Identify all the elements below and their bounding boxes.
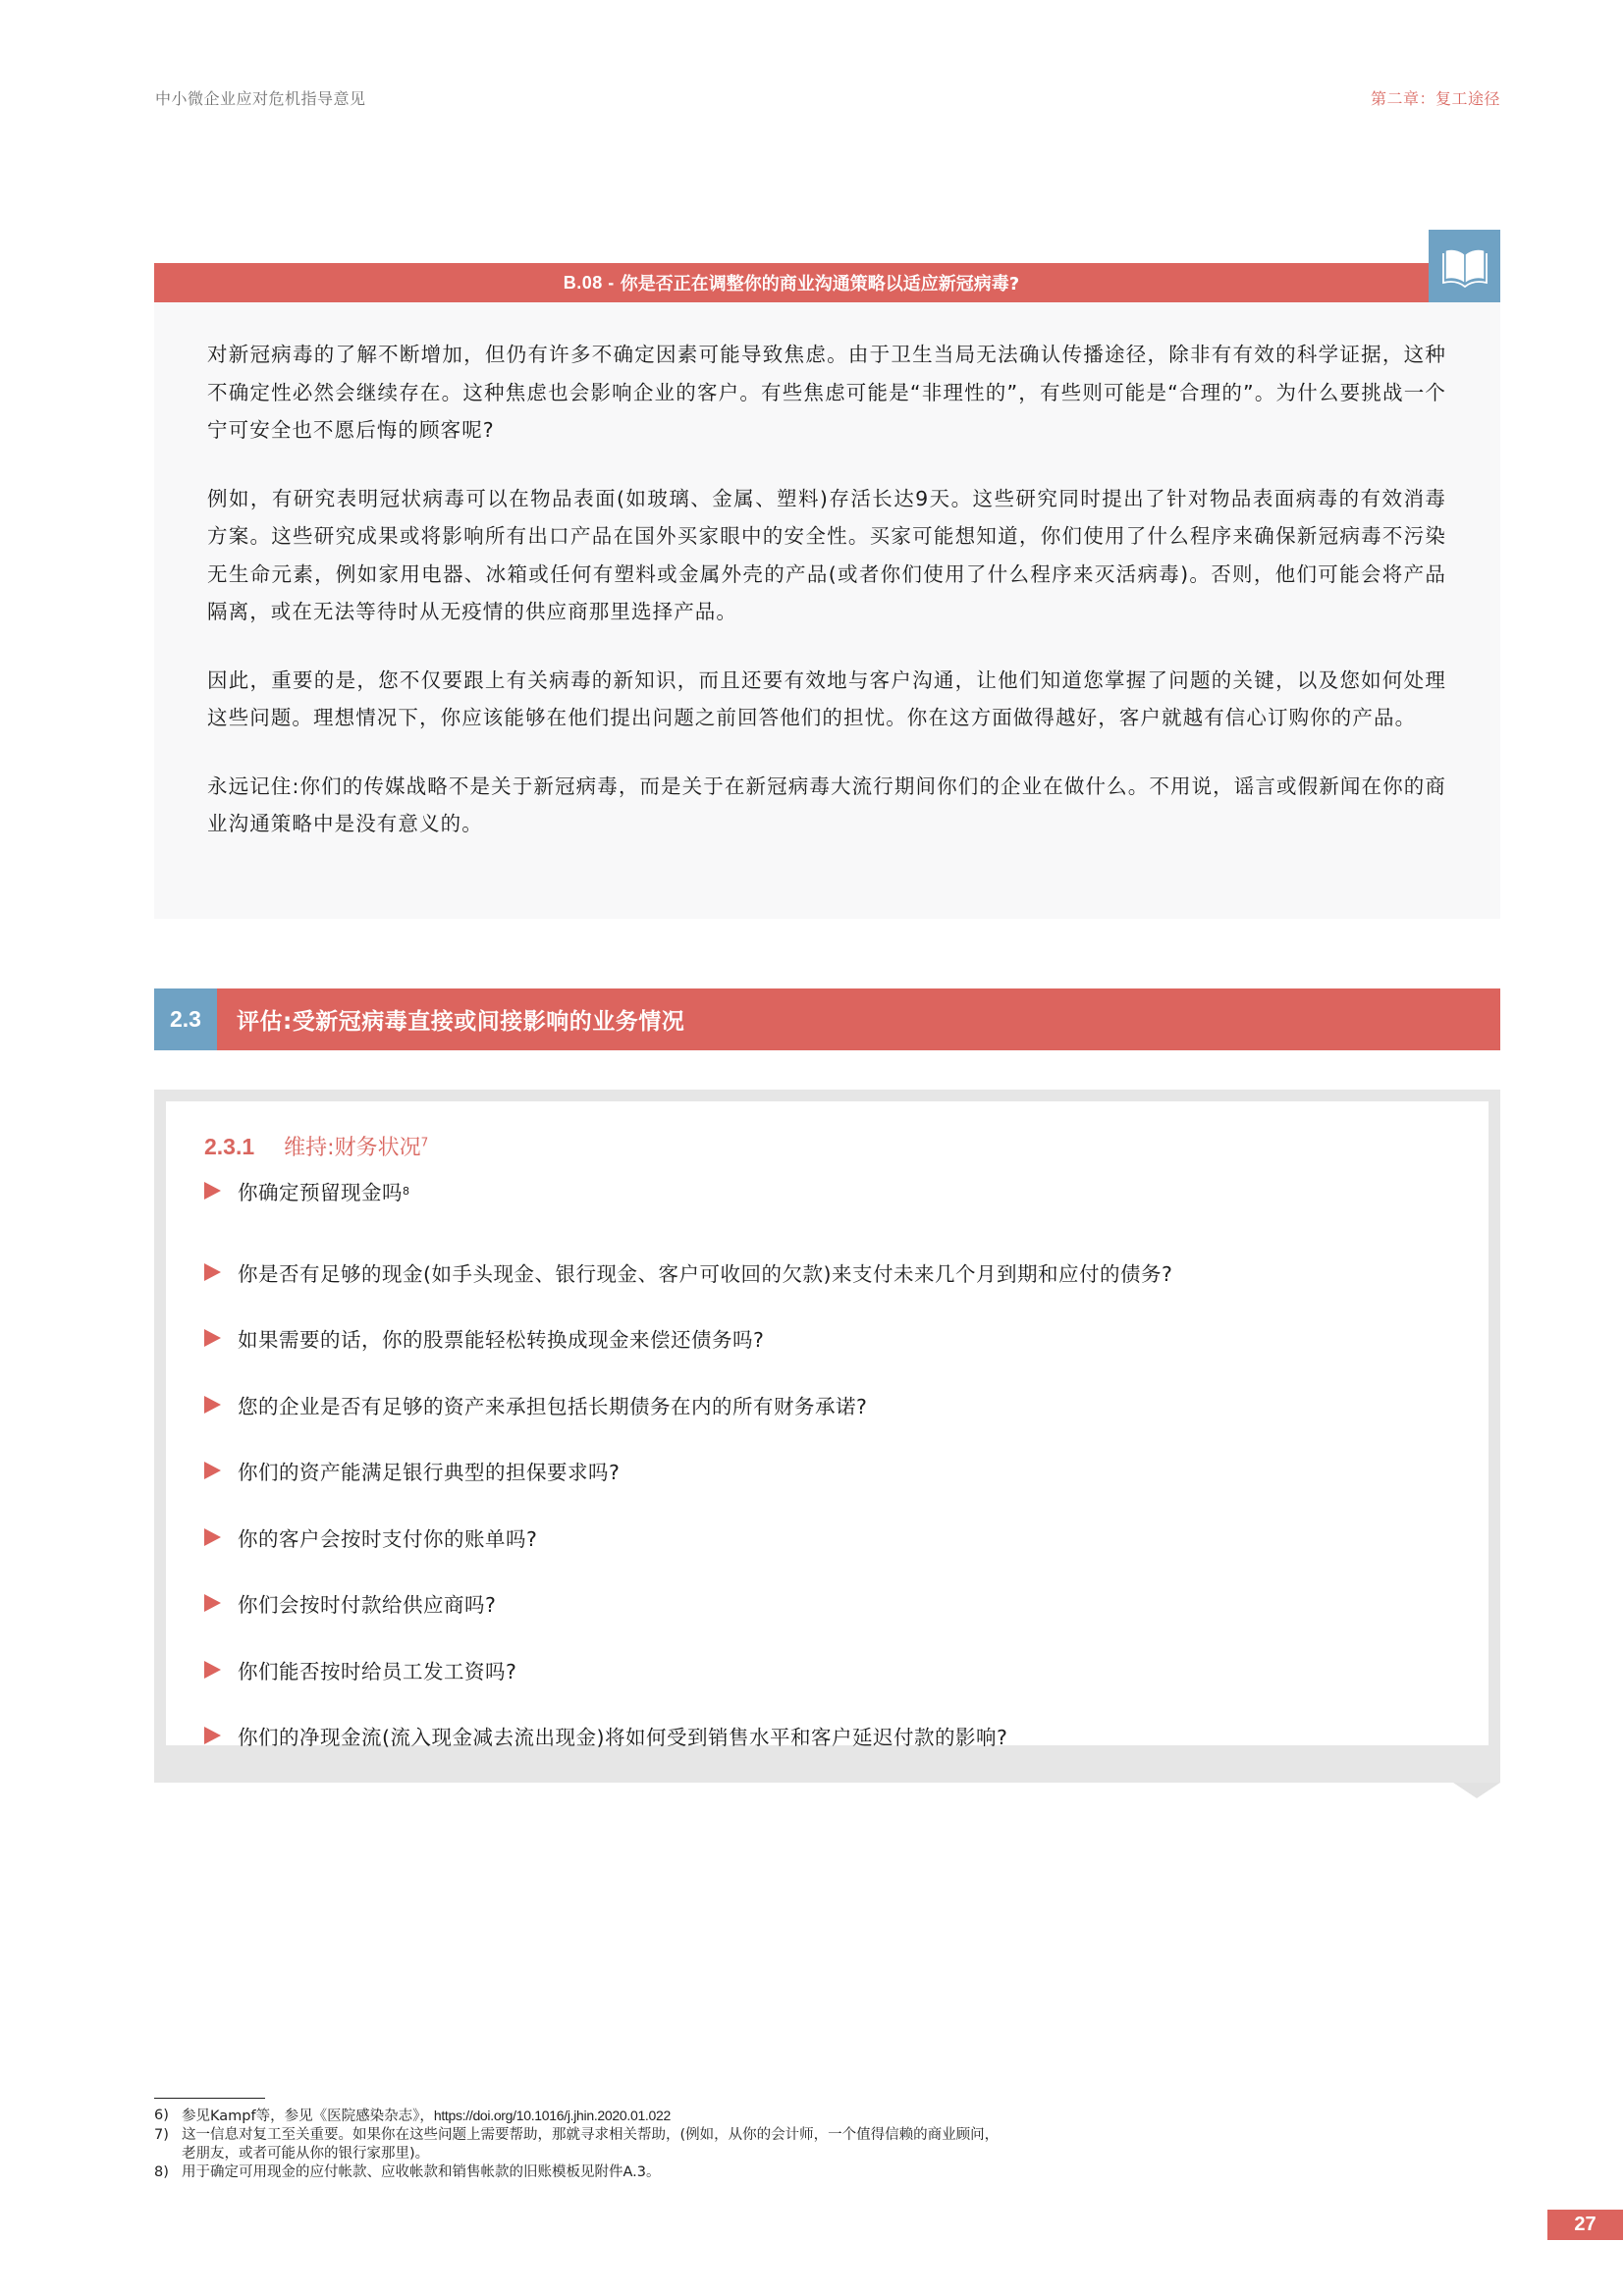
triangle-bullet-icon (204, 1528, 221, 1546)
footnote-text-continued: 老朋友，或者可能从你的银行家那里)。 (182, 2146, 430, 2162)
subsection-number: 2.3.1 (204, 1134, 255, 1159)
callout-title: 你是否正在调整你的商业沟通策略以适应新冠病毒? (620, 274, 1020, 294)
question-text: 如果需要的话，你的股票能轻松转换成现金来偿还债务吗? (238, 1328, 765, 1353)
section-number: 2.3 (154, 988, 217, 1050)
footnote-ref: 8 (403, 1184, 410, 1198)
question-item (204, 1239, 1489, 1306)
doi-link[interactable]: https://doi.org/10.1016/j.jhin.2020.01.022 (433, 2108, 671, 2123)
footnote-mark: 8) (154, 2164, 169, 2180)
triangle-bullet-icon (204, 1263, 221, 1281)
triangle-bullet-icon (204, 1727, 221, 1744)
question-text: 你们的净现金流(流入现金减去流出现金)将如何受到销售水平和客户延迟付款的影响? (238, 1726, 1008, 1750)
checklist-inner (166, 1101, 1489, 1750)
footnote-mark: 7) (154, 2127, 169, 2143)
question-item (204, 1571, 1489, 1637)
continue-arrow-icon (1453, 1783, 1500, 1798)
section-header (154, 988, 1500, 1050)
question-text: 你们会按时付款给供应商吗? (238, 1593, 497, 1618)
footnote-mark: 6) (154, 2108, 169, 2123)
question-text: 你的客户会按时支付你的账单吗? (238, 1526, 538, 1551)
triangle-bullet-icon (204, 1462, 221, 1479)
subsection-heading (204, 1131, 1489, 1161)
book-icon (1429, 230, 1500, 302)
callout-paragraph: 对新冠病毒的了解不断增加，但仍有许多不确定因素可能导致焦虑。由于卫生当局无法确认传播途径，除非有有效的科学证据，这种不确定性必然会继续存在。这种焦虑也会影响企业的客户。有些焦虑可能是“非理性的”，有些则可能是“合理的”。为什么要挑战一个宁可安全也不愿后悔的顾客呢? (207, 343, 1446, 442)
callout-body (154, 302, 1500, 919)
running-header-doc-title: 中小微企业应对危机指导意见 (155, 89, 366, 108)
question-item (204, 1438, 1489, 1505)
triangle-bullet-icon (204, 1661, 221, 1679)
question-item (204, 1173, 1489, 1208)
question-text: 你确定预留现金吗 (238, 1181, 403, 1204)
question-text: 你是否有足够的现金(如手头现金、银行现金、客户可收回的欠款)来支付未来几个月到期和应付的债务? (238, 1261, 1173, 1286)
question-item (204, 1306, 1489, 1372)
footnote-text: 用于确定可用现金的应付帐款、应收帐款和销售帐款的旧账模板见附件A.3。 (182, 2164, 661, 2180)
subsection-title (284, 1131, 428, 1161)
callout-paragraph: 永远记住:你们的传媒战略不是关于新冠病毒，而是关于在新冠病毒大流行期间你们的企业在做什么。不用说，谣言或假新闻在你的商业沟通策略中是没有意义的。 (207, 774, 1446, 835)
triangle-bullet-icon (204, 1182, 221, 1200)
footnote-7 (154, 2126, 1332, 2163)
running-header-chapter: 第二章：复工途径 (1370, 89, 1500, 108)
question-item (204, 1703, 1489, 1770)
footnote-text: 参见Kampf等，参见《医院感染杂志》， (182, 2109, 434, 2124)
callout-paragraph: 因此，重要的是，您不仅要跟上有关病毒的新知识，而且还要有效地与客户沟通，让他们知道您掌握了问题的关键，以及您如何处理这些问题。理想情况下，你应该能够在他们提出问题之前回答他们的担忧。你在这方面做得越好，客户就越有信心订购你的产品。 (207, 667, 1446, 729)
footnotes (154, 2107, 1332, 2182)
subsection-title-text: 维持:财务状况 (284, 1136, 421, 1160)
triangle-bullet-icon (204, 1396, 221, 1414)
section-title: 评估:受新冠病毒直接或间接影响的业务情况 (217, 988, 1500, 1050)
footnote-divider (154, 2098, 265, 2099)
footnote-text: 这一信息对复工至关重要。如果你在这些问题上需要帮助，那就寻求相关帮助，(例如，从你的会计师，一个值得信赖的商业顾问， (182, 2127, 1000, 2143)
question-text: 你们的资产能满足银行典型的担保要求吗? (238, 1461, 621, 1485)
callout-paragraph: 例如，有研究表明冠状病毒可以在物品表面(如玻璃、金属、塑料)存活长达9天。这些研究同时提出了针对物品表面病毒的有效消毒方案。这些研究成果或将影响所有出口产品在国外买家眼中的安全性。买家可能想知道，你们使用了什么程序来确保新冠病毒不污染无生命元素，例如家用电器、冰箱或任何有塑料或金属外壳的产品(或者你们使用了什么程序来灭活病毒)。否则，他们可能会将产品隔离，或在无法等待时从无疫情的供应商那里选择产品。 (207, 486, 1446, 623)
footnote-6 (154, 2107, 1332, 2126)
footnote-ref: 7 (420, 1135, 429, 1149)
triangle-bullet-icon (204, 1594, 221, 1612)
question-text: 您的企业是否有足够的资产来承担包括长期债务在内的所有财务承诺? (238, 1394, 868, 1418)
callout-code: B.08 - (563, 272, 615, 293)
callout-box-b08 (154, 228, 1500, 919)
page-number: 27 (1547, 2210, 1623, 2240)
question-text: 你们能否按时给员工发工资吗? (238, 1659, 517, 1683)
question-item (204, 1636, 1489, 1703)
question-item (204, 1504, 1489, 1571)
question-list (204, 1173, 1489, 1769)
footnote-8 (154, 2163, 1332, 2182)
callout-title-bar (154, 263, 1429, 302)
question-item (204, 1371, 1489, 1438)
triangle-bullet-icon (204, 1329, 221, 1347)
checklist-box (154, 1090, 1500, 1783)
